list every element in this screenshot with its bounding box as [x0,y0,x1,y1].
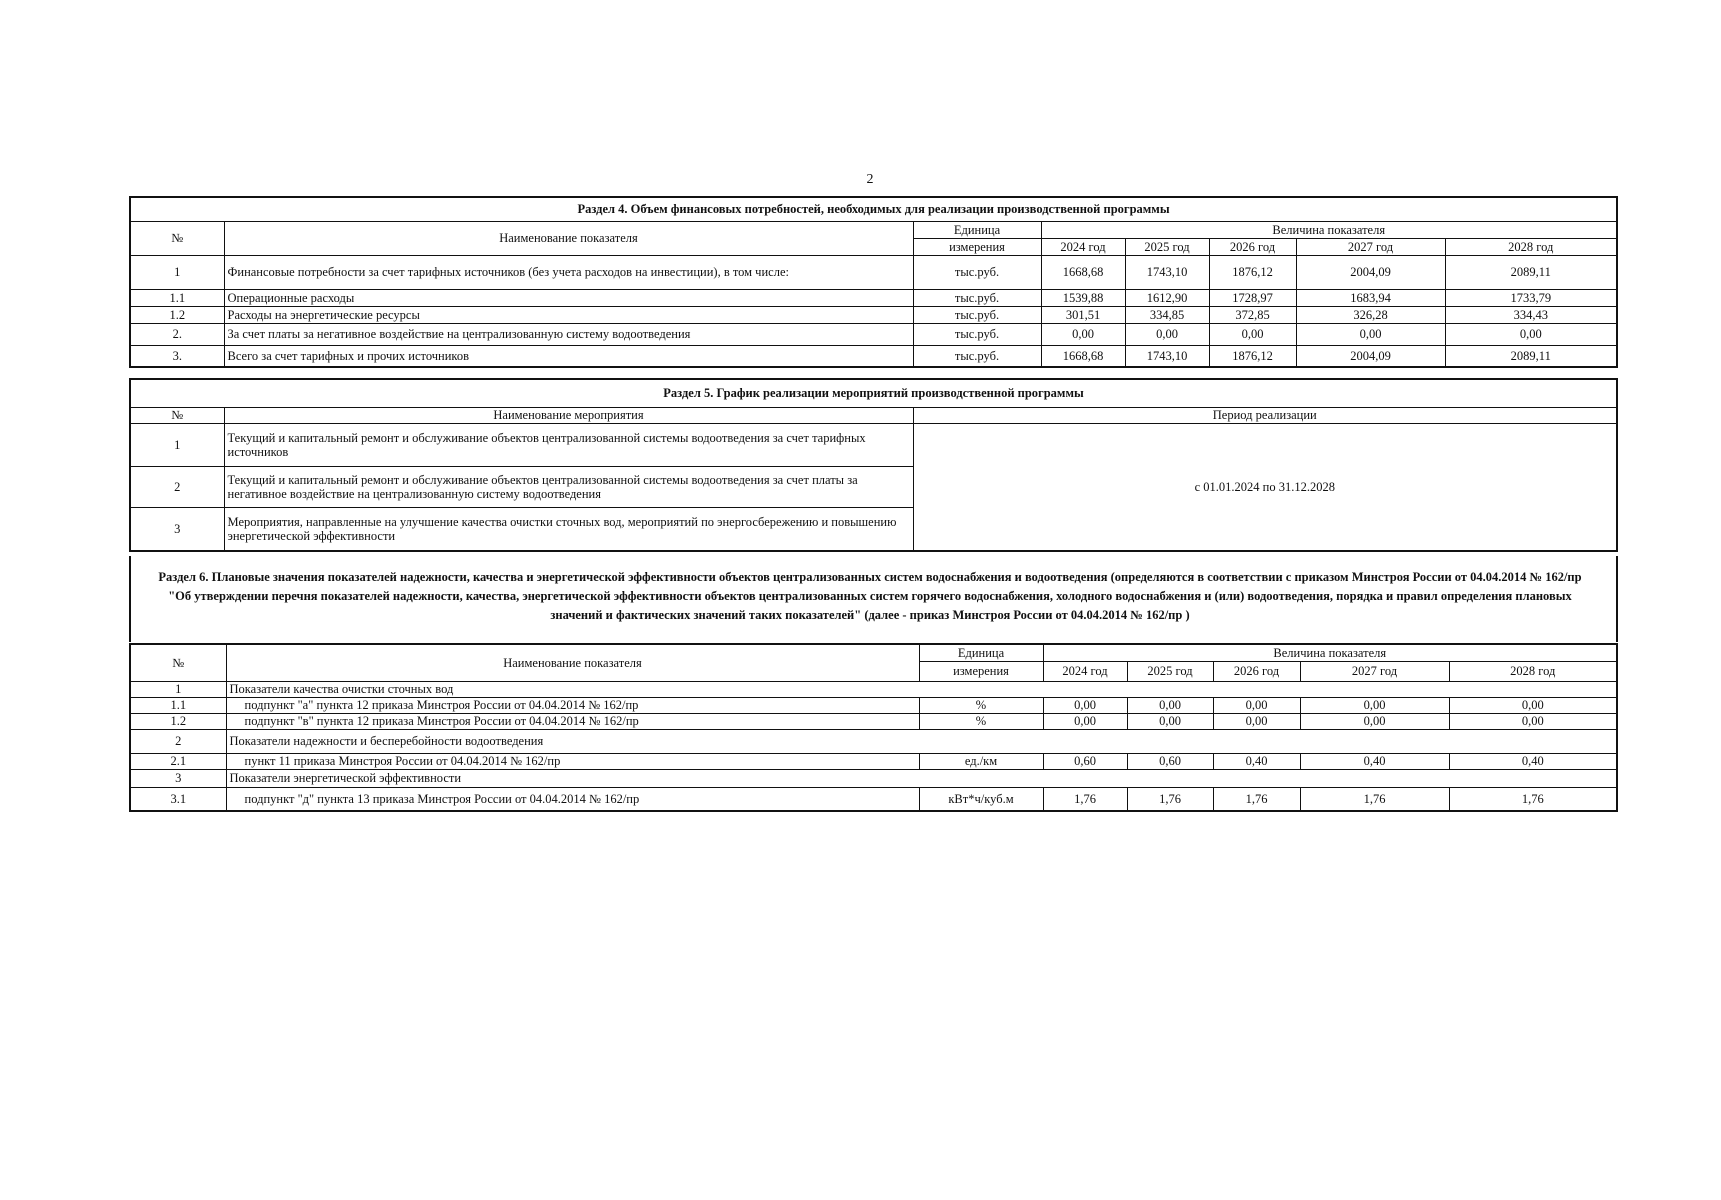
table-row [130,423,1617,466]
row-value: 1,76 [1449,787,1617,811]
row-value: 1668,68 [1041,345,1125,367]
page-number: 2 [866,172,874,187]
row-value: 1876,12 [1209,345,1296,367]
row-name: Операционные расходы [224,289,913,306]
year-header: 2025 год [1125,238,1209,255]
row-value: 0,00 [1127,697,1213,713]
row-unit: тыс.руб. [913,306,1041,323]
row-num: 1 [130,423,224,466]
row-value: 1733,79 [1445,289,1617,306]
group-name: Показатели энергетической эффективности [226,769,1617,787]
group-name: Показатели надежности и бесперебойности водоотведения [226,729,1617,753]
row-value: 334,43 [1445,306,1617,323]
row-unit: % [919,697,1043,713]
row-num: 2. [130,323,224,345]
row-unit: % [919,713,1043,729]
row-name: Мероприятия, направленные на улучшение качества очистки сточных вод, мероприятий по энергосбережению и повышению энергетической эффективности [224,507,913,551]
row-value: 0,00 [1125,323,1209,345]
year-header: 2024 год [1043,661,1127,681]
col-header-value: Величина показателя [1041,221,1617,238]
row-value: 0,00 [1213,713,1300,729]
year-header: 2026 год [1209,238,1296,255]
row-value: 0,00 [1127,713,1213,729]
table-row [130,323,1617,345]
row-unit: ед./км [919,753,1043,769]
col-header-unit-2: измерения [919,661,1043,681]
row-num: 3. [130,345,224,367]
row-num: 1 [130,255,224,289]
col-header-unit: Единица [913,221,1041,238]
row-num: 2 [130,466,224,507]
col-header-period: Период реализации [913,407,1617,423]
row-unit: тыс.руб. [913,323,1041,345]
year-header: 2027 год [1296,238,1445,255]
section5-title: Раздел 5. График реализации мероприятий производственной программы [130,379,1617,407]
row-value: 1,76 [1300,787,1449,811]
year-header: 2028 год [1449,661,1617,681]
row-num: 1.1 [130,697,226,713]
row-unit: кВт*ч/куб.м [919,787,1043,811]
group-num: 2 [130,729,226,753]
table-row [130,787,1617,811]
col-header-unit: Единица [919,644,1043,661]
row-value: 1612,90 [1125,289,1209,306]
row-value: 0,00 [1449,713,1617,729]
row-num: 3.1 [130,787,226,811]
table-row [130,289,1617,306]
row-value: 1,76 [1127,787,1213,811]
table-row [130,306,1617,323]
table-row [130,697,1617,713]
row-value: 1683,94 [1296,289,1445,306]
col-header-unit-2: измерения [913,238,1041,255]
period-value: с 01.01.2024 по 31.12.2028 [913,423,1617,551]
row-value: 0,00 [1449,697,1617,713]
row-name: Расходы на энергетические ресурсы [224,306,913,323]
row-value: 0,00 [1445,323,1617,345]
row-num: 2.1 [130,753,226,769]
col-header-name: Наименование показателя [226,644,919,681]
row-value: 372,85 [1209,306,1296,323]
group-name: Показатели качества очистки сточных вод [226,681,1617,697]
row-num: 1.2 [130,713,226,729]
group-num: 3 [130,769,226,787]
row-name: подпункт "д" пункта 13 приказа Минстроя России от 04.04.2014 № 162/пр [226,787,919,811]
row-num: 1.1 [130,289,224,306]
table-row [130,753,1617,769]
row-unit: тыс.руб. [913,289,1041,306]
row-value: 334,85 [1125,306,1209,323]
row-value: 1876,12 [1209,255,1296,289]
table-row [130,713,1617,729]
row-value: 0,00 [1213,697,1300,713]
year-header: 2024 год [1041,238,1125,255]
row-value: 0,00 [1296,323,1445,345]
row-value: 1,76 [1043,787,1127,811]
row-name: подпункт "а" пункта 12 приказа Минстроя России от 04.04.2014 № 162/пр [226,697,919,713]
row-value: 2089,11 [1445,345,1617,367]
group-row [130,769,1617,787]
year-header: 2025 год [1127,661,1213,681]
col-header-value: Величина показателя [1043,644,1617,661]
row-value: 1668,68 [1041,255,1125,289]
row-value: 2004,09 [1296,255,1445,289]
table-row [130,255,1617,289]
col-header-name: Наименование показателя [224,221,913,255]
row-value: 0,00 [1300,697,1449,713]
row-name: Текущий и капитальный ремонт и обслуживание объектов централизованной системы водоотведения за счет платы за негативное воздействие на централизованную систему водоотведения [224,466,913,507]
row-value: 0,40 [1213,753,1300,769]
row-name: Текущий и капитальный ремонт и обслуживание объектов централизованной системы водоотведения за счет тарифных источников [224,423,913,466]
row-value: 0,00 [1043,713,1127,729]
group-num: 1 [130,681,226,697]
col-header-num: № [130,407,224,423]
row-value: 2004,09 [1296,345,1445,367]
section4-table [129,196,1618,368]
row-value: 0,00 [1300,713,1449,729]
row-num: 1.2 [130,306,224,323]
row-name: пункт 11 приказа Минстроя России от 04.04.2014 № 162/пр [226,753,919,769]
row-value: 0,60 [1127,753,1213,769]
col-header-num: № [130,644,226,681]
section6-table [129,643,1618,812]
row-value: 0,00 [1041,323,1125,345]
row-value: 301,51 [1041,306,1125,323]
row-value: 0,00 [1209,323,1296,345]
row-num: 3 [130,507,224,551]
year-header: 2027 год [1300,661,1449,681]
row-value: 1539,88 [1041,289,1125,306]
row-name: За счет платы за негативное воздействие на централизованную систему водоотведения [224,323,913,345]
row-value: 326,28 [1296,306,1445,323]
group-row [130,729,1617,753]
table-row [130,345,1617,367]
row-value: 2089,11 [1445,255,1617,289]
section6-title: Раздел 6. Плановые значения показателей надежности, качества и энергетической эффективности объектов централизованных систем водоснабжения и водоотведения (определяются в соответствии с приказом Минстроя России от 04.04.2014 № 162/пр "Об утверждении перечня показателей надежности, качества, энергетической эффективности объектов централизованных систем горячего водоснабжения, холодного водоснабжения и (или) водоотведения, порядка и правил определения плановых значений и фактических значений таких показателей" (далее - приказ Минстроя России от 04.04.2014 № 162/пр ) [158,570,1582,622]
col-header-name: Наименование мероприятия [224,407,913,423]
row-name: подпункт "в" пункта 12 приказа Минстроя России от 04.04.2014 № 162/пр [226,713,919,729]
row-value: 0,40 [1449,753,1617,769]
row-value: 0,40 [1300,753,1449,769]
section5-table [129,378,1618,552]
group-row [130,681,1617,697]
row-value: 1728,97 [1209,289,1296,306]
col-header-num: № [130,221,224,255]
year-header: 2026 год [1213,661,1300,681]
row-unit: тыс.руб. [913,345,1041,367]
year-header: 2028 год [1445,238,1617,255]
row-value: 0,00 [1043,697,1127,713]
row-name: Всего за счет тарифных и прочих источников [224,345,913,367]
row-value: 1743,10 [1125,255,1209,289]
row-value: 0,60 [1043,753,1127,769]
row-value: 1743,10 [1125,345,1209,367]
row-value: 1,76 [1213,787,1300,811]
section4-title: Раздел 4. Объем финансовых потребностей, необходимых для реализации производственной программы [130,197,1617,221]
row-unit: тыс.руб. [913,255,1041,289]
row-name: Финансовые потребности за счет тарифных источников (без учета расходов на инвестиции), в том числе: [224,255,913,289]
